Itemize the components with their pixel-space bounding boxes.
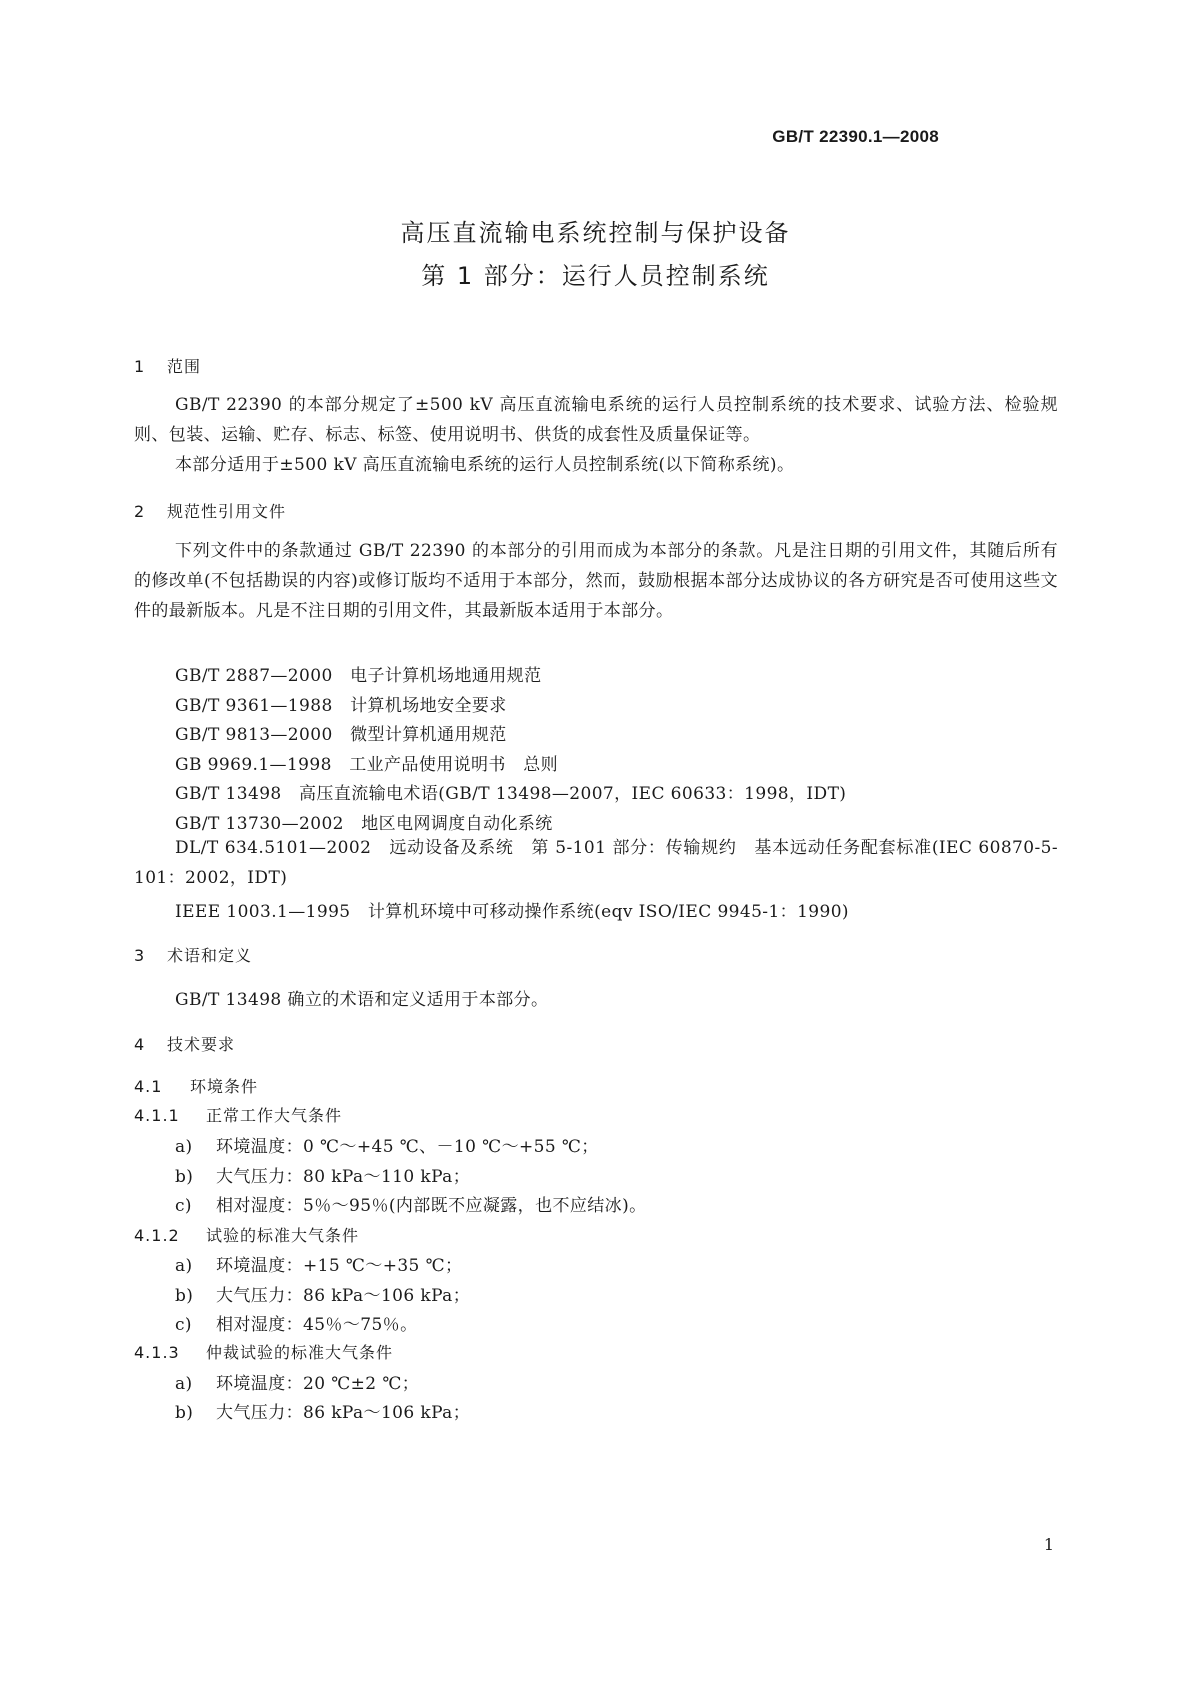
section-title: 规范性引用文件: [167, 502, 287, 521]
reference-item: GB/T 9361—1988 计算机场地安全要求: [175, 696, 507, 716]
list-item-label: a): [175, 1374, 193, 1394]
reference-item-dl: DL/T 634.5101—2002 远动设备及系统 第 5-101 部分：传输规约 基本远动任务配套标准(IEC 60870-5-101：2002，IDT): [134, 838, 1058, 888]
reference-item: GB/T 13498 高压直流输电术语(GB/T 13498—2007，IEC 60633：1998，IDT): [175, 784, 847, 804]
reference-item: GB/T 13730—2002 地区电网调度自动化系统: [175, 814, 553, 834]
section-title: 范围: [167, 357, 202, 376]
section-number: 2: [134, 502, 146, 521]
list-item-text: 环境温度：0 ℃～+45 ℃、－10 ℃～+55 ℃；: [216, 1137, 599, 1157]
subsection-4-1-3-heading: [134, 1340, 393, 1363]
subsection-title: 正常工作大气条件: [206, 1106, 343, 1125]
section-2-paragraph-1: 下列文件中的条款通过 GB/T 22390 的本部分的引用而成为本部分的条款。凡是注日期的引用文件，其随后所有的修改单(不包括勘误的内容)或修订版均不适用于本部分，然而，鼓励根据本部分达成协议的各方研究是否可使用这些文件的最新版本。凡是不注日期的引用文件，其最新版本适用于本部分。: [134, 541, 1058, 621]
reference-item: GB/T 2887—2000 电子计算机场地通用规范: [175, 666, 542, 686]
section-title: 技术要求: [167, 1035, 236, 1054]
section-3-paragraph-1: GB/T 13498 确立的术语和定义适用于本部分。: [175, 990, 549, 1010]
section-2-heading: [134, 499, 286, 522]
section-1-paragraph-2: 本部分适用于±500 kV 高压直流输电系统的运行人员控制系统(以下简称系统)。: [175, 455, 795, 475]
section-3-heading: [134, 943, 252, 966]
list-item: [175, 1251, 462, 1276]
subsection-4-1-heading: [134, 1074, 258, 1097]
list-item-label: b): [175, 1286, 194, 1306]
list-item-text: 环境温度：20 ℃±2 ℃；: [216, 1374, 420, 1394]
list-item-text: 大气压力：86 kPa～106 kPa；: [216, 1286, 471, 1306]
list-item-label: a): [175, 1137, 193, 1157]
list-item: [175, 1369, 419, 1394]
subsection-title: 仲裁试验的标准大气条件: [206, 1343, 394, 1362]
list-item-label: b): [175, 1167, 194, 1187]
subsection-title: 试验的标准大气条件: [206, 1226, 360, 1245]
section-1-paragraph-1: GB/T 22390 的本部分规定了±500 kV 高压直流输电系统的运行人员控制系统的技术要求、试验方法、检验规则、包装、运输、贮存、标志、标签、使用说明书、供货的成套性及质量保证等。: [134, 395, 1058, 445]
section-number: 3: [134, 946, 146, 965]
list-item-text: 相对湿度：5％～95％(内部既不应凝露，也不应结冰)。: [216, 1196, 647, 1216]
document-title-line1: 高压直流输电系统控制与保护设备: [400, 219, 791, 247]
list-item-label: a): [175, 1256, 193, 1276]
reference-item-ieee: IEEE 1003.1—1995 计算机环境中可移动操作系统(eqv ISO/IEC 9945-1：1990): [175, 902, 849, 922]
document-title-line2: 第 1 部分：运行人员控制系统: [421, 262, 770, 290]
subsection-number: 4.1.2: [134, 1226, 180, 1245]
section-1-heading: [134, 354, 201, 377]
page-number: 1: [1043, 1535, 1054, 1554]
reference-item: GB/T 9813—2000 微型计算机通用规范: [175, 725, 507, 745]
list-item-label: c): [175, 1315, 192, 1335]
list-item-text: 相对湿度：45％～75％。: [216, 1315, 418, 1335]
subsection-4-1-1-heading: [134, 1103, 342, 1126]
list-item-text: 环境温度：+15 ℃～+35 ℃；: [216, 1256, 463, 1276]
list-item-text: 大气压力：86 kPa～106 kPa；: [216, 1403, 471, 1423]
section-4-heading: [134, 1032, 235, 1055]
reference-item: GB 9969.1—1998 工业产品使用说明书 总则: [175, 755, 559, 775]
standard-number: GB/T 22390.1—2008: [772, 127, 939, 146]
subsection-number: 4.1.3: [134, 1343, 180, 1362]
subsection-4-1-2-heading: [134, 1223, 359, 1246]
list-item: [175, 1132, 599, 1157]
list-item: [175, 1398, 470, 1423]
section-number: 1: [134, 357, 146, 376]
list-item: [175, 1191, 647, 1216]
subsection-number: 4.1.1: [134, 1106, 180, 1125]
list-item-text: 大气压力：80 kPa～110 kPa；: [216, 1167, 471, 1187]
subsection-number: 4.1: [134, 1077, 163, 1096]
list-item-label: b): [175, 1403, 194, 1423]
section-number: 4: [134, 1035, 146, 1054]
section-title: 术语和定义: [167, 946, 253, 965]
list-item: [175, 1162, 470, 1187]
subsection-title: 环境条件: [190, 1077, 259, 1096]
list-item: [175, 1281, 470, 1306]
list-item-label: c): [175, 1196, 192, 1216]
list-item: [175, 1310, 417, 1335]
